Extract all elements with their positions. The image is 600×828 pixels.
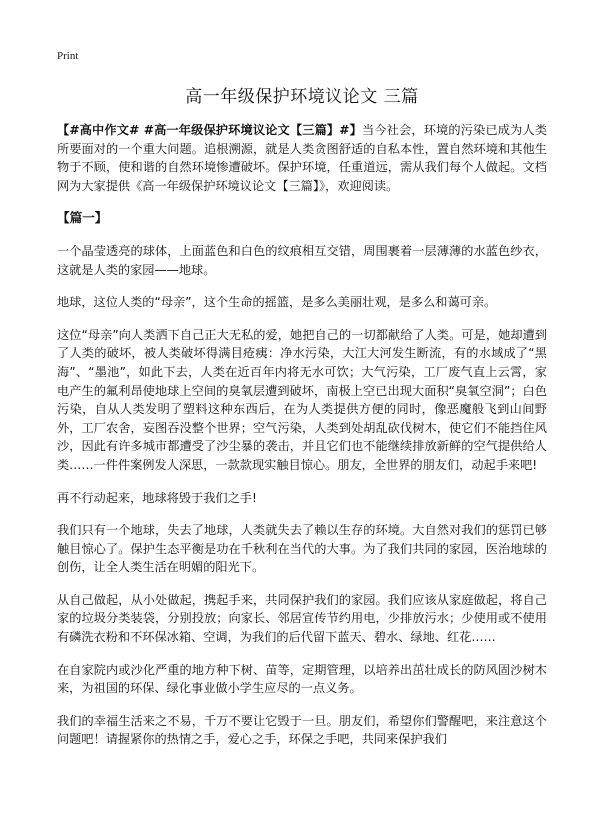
paragraph: 一个晶莹透亮的球体，上面蓝色和白色的纹痕相互交错，周围裹着一层薄薄的水蓝色纱衣，这就是人类的家园——地球。 — [57, 243, 547, 277]
section-heading: 【篇一】 — [57, 210, 108, 226]
paragraph: 从自己做起，从小处做起，携起手来，共同保护我们的家园。我们应该从家庭做起，将自己家的垃圾分类装袋，分别投放；向家长、邻居宣传节约用电，少排放污水；少使用或不使用有磷洗衣粉和不环保冰箱、空调，为我们的后代留下蓝天、碧水、绿地、红花…… — [57, 592, 547, 645]
paragraph: 我们的幸福生活来之不易，千万不要让它毁于一旦。朋友们，希望你们警醒吧，来注意这个问题吧！请握紧你的热情之手，爱心之手，环保之手吧，共同来保护我们 — [57, 713, 547, 747]
paragraph: 地球，这位人类的“母亲”，这个生命的摇篮，是多么美丽壮观，是多么和蔼可亲。 — [57, 295, 497, 310]
intro-paragraph — [57, 121, 547, 195]
document-body — [57, 82, 547, 763]
print-link[interactable]: Print — [57, 50, 79, 62]
paragraph: 再不行动起来，地球将毁于我们之手! — [57, 490, 257, 505]
paragraph: 在自家院内或沙化严重的地方种下树、苗等，定期管理，以培养出茁壮成长的防风固沙树木来，为祖国的环保、绿化事业做小学生应尽的一点义务。 — [57, 662, 547, 696]
paragraph: 我们只有一个地球，失去了地球，人类就失去了赖以生存的环境。大自然对我们的惩罚已够触目惊心了。保护生态平衡是功在千秋利在当代的大事。为了我们共同的家园，医治地球的创伤，让全人类生活在明媚的阳光下。 — [57, 523, 547, 575]
document-title: 高一年级保护环境议论文 三篇 — [185, 87, 419, 107]
intro-text: 当今社会，环境的污染已成为人类所要面对的一个重大问题。追根溯源，就是人类贪图舒适的自私本性，置自然环境和其他生物于不顾，使和谐的自然环境惨遭破坏。保护环境，任重道远，需从我们每个人做起。文档网为大家提供《高一年级保护环境议论文【三篇】》，欢迎阅读。 — [57, 123, 548, 193]
paragraph: 这位“母亲”向人类洒下自己正大无私的爱，她把自己的一切都献给了人类。可是，她却遭到了人类的破坏，被人类破坏得满目疮痍：净水污染，大江大河发生断流，有的水域成了“黑海”、“墨池”，如此下去，人类在近百年内将无水可饮；大气污染，工厂废气直上云霄，家电产生的氟利昂使地球上空间的臭氧层遭到破坏，南极上空已出现大面积“臭氧空洞”；白色污染，自从人类发明了塑料这种东西后，在为人类提供方便的同时，像恶魔般飞到山间野外，工厂农舍，妄图吞没整个世界；空气污染，人类到处胡乱砍伐树木，使它们不能挡住风沙，因此有许多城市都遭受了沙尘暴的袭击，并且它们也不能继续排放新鲜的空气提供给人类……一件件案例发人深思，一款款现实触目惊心。朋友，全世界的朋友们，动起手来吧! — [57, 327, 547, 472]
intro-lead: 【#高中作文# #高一年级保护环境议论文【三篇】#】 — [57, 123, 362, 137]
